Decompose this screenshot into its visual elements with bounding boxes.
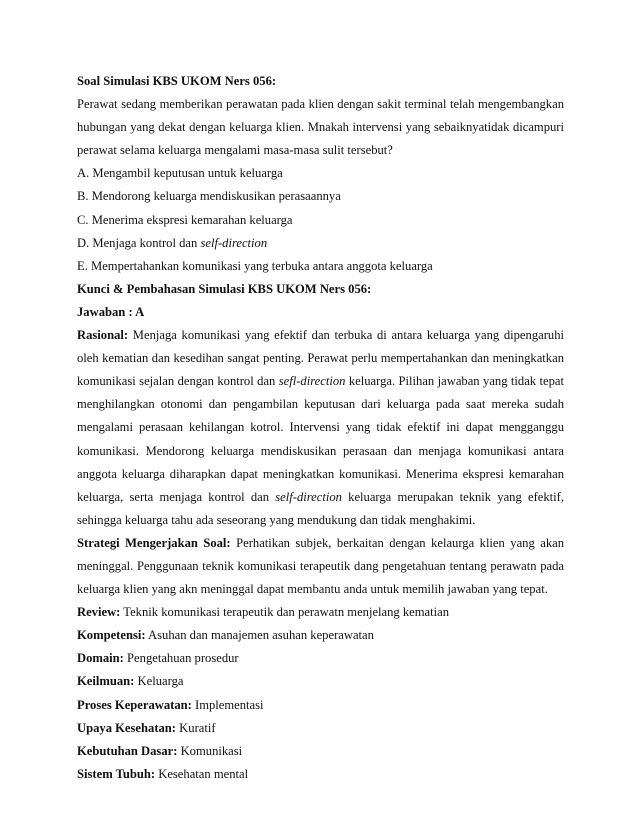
option-b: B. Mendorong keluarga mendiskusikan perasaannya bbox=[77, 189, 341, 204]
field-value: Komunikasi bbox=[180, 743, 243, 758]
field-value: Kesehatan mental bbox=[158, 766, 249, 781]
question-line-1: Perawat sedang memberikan perawatan pada klien dengan sakit terminal telah mengembangkan bbox=[77, 97, 564, 112]
field-label: Keilmuan: bbox=[77, 674, 135, 689]
field-value: Kuratif bbox=[179, 720, 216, 735]
rationale-line-3 bbox=[77, 370, 564, 393]
option-d-italic: self-direction bbox=[200, 235, 268, 250]
field-value: Teknik komunikasi terapeutik dan perawatn menjelang kematian bbox=[123, 605, 450, 620]
option-d bbox=[77, 232, 564, 255]
field-review bbox=[77, 601, 564, 624]
field-label: Sistem Tubuh: bbox=[77, 766, 156, 781]
option-a: A. Mengambil keputusan untuk keluarga bbox=[77, 166, 283, 181]
field-sistem-tubuh bbox=[77, 763, 564, 786]
field-label: Kebutuhan Dasar: bbox=[77, 743, 178, 758]
rationale-line-7: anggota keluarga diharapkan dapat meningkatkan komunikasi. Menerima ekspresi kemarahan bbox=[77, 466, 564, 481]
field-label: Upaya Kesehatan: bbox=[77, 720, 177, 735]
rationale-text-3b: keluarga. Pilihan jawaban yang tidak tepat bbox=[345, 374, 564, 389]
field-value: Asuhan dan manajemen asuhan keperawatan bbox=[148, 628, 374, 643]
field-value: Pengetahuan prosedur bbox=[127, 651, 239, 666]
rationale-line-8 bbox=[77, 486, 564, 509]
rationale-text-8-italic: self-direction bbox=[275, 489, 342, 504]
strategy-line-3: keluarga klien yang akn meninggal dapat membantu anda untuk memilih jawaban yang tepat. bbox=[77, 582, 548, 597]
rationale-line-6: komunikasi. Mendorong keluarga mendiskusikan perasaan dan menjaga komunikasi antara bbox=[77, 443, 564, 458]
option-d-text: D. Menjaga kontrol dan bbox=[77, 235, 201, 250]
field-proses-keperawatan bbox=[77, 694, 564, 717]
rationale-text-1: Menjaga komunikasi yang efektif dan terbuka di antara keluarga yang dipengaruhi bbox=[132, 328, 564, 343]
rationale-text-8a: keluarga, serta menjaga kontrol dan bbox=[77, 489, 276, 504]
field-kebutuhan-dasar bbox=[77, 740, 564, 763]
field-keilmuan bbox=[77, 670, 564, 693]
answer-key-title: Kunci & Pembahasan Simulasi KBS UKOM Ners 056: bbox=[77, 281, 372, 296]
field-kompetensi bbox=[77, 624, 564, 647]
rationale-text-3-italic: sefl-direction bbox=[278, 374, 346, 389]
option-c: C. Menerima ekspresi kemarahan keluarga bbox=[77, 212, 293, 227]
strategy-line-1 bbox=[77, 532, 564, 555]
question-line-2: hubungan yang dekat dengan keluarga klien. Mnakah intervensi yang sebaiknyatidak dicampuri bbox=[77, 120, 564, 135]
rationale-text-3a: komunikasi sejalan dengan kontrol dan bbox=[77, 374, 279, 389]
rationale-line-5: mengalami perasaan kehilangan kotrol. Intervensi yang tidak efektif ini dapat mengganggu bbox=[77, 420, 564, 435]
field-label: Proses Keperawatan: bbox=[77, 697, 192, 712]
option-e: E. Mempertahankan komunikasi yang terbuka antara anggota keluarga bbox=[77, 258, 433, 273]
question-title: Soal Simulasi KBS UKOM Ners 056: bbox=[77, 74, 277, 88]
rationale-line-9: sehingga keluarga tahu ada seseorang yang mendukung dan tidak menghakimi. bbox=[77, 512, 476, 527]
field-label: Kompetensi: bbox=[77, 628, 146, 643]
rationale-line-1 bbox=[77, 324, 564, 347]
rationale-line-4: menghilangkan otonomi dan pengambilan keputusan dari keluarga pada saat mereka sudah bbox=[77, 397, 564, 412]
strategy-line-2: meninggal. Penggunaan teknik komunikasi terapeutik dang pengetahuan tentang perawatn pada bbox=[77, 558, 564, 573]
document-page bbox=[77, 70, 564, 786]
field-label: Review: bbox=[77, 605, 121, 620]
field-value: Keluarga bbox=[137, 674, 184, 689]
strategy-label: Strategi Mengerjakan Soal: bbox=[77, 535, 231, 550]
question-line-3: perawat selama keluarga mengalami masa-masa sulit tersebut? bbox=[77, 143, 393, 158]
answer: Jawaban : A bbox=[77, 304, 145, 319]
field-domain bbox=[77, 647, 564, 670]
rationale-label: Rasional: bbox=[77, 328, 129, 343]
rationale-line-2: oleh kematian dan kesedihan sangat penting. Perawat perlu mempertahankan dan meningkatkan bbox=[77, 351, 564, 366]
field-upaya-kesehatan bbox=[77, 717, 564, 740]
field-value: Implementasi bbox=[195, 697, 264, 712]
field-label: Domain: bbox=[77, 651, 124, 666]
strategy-text-1: Perhatikan subjek, berkaitan dengan kelaurga klien yang akan bbox=[236, 535, 564, 550]
rationale-text-8b: keluarga merupakan teknik yang efektif, bbox=[341, 489, 564, 504]
